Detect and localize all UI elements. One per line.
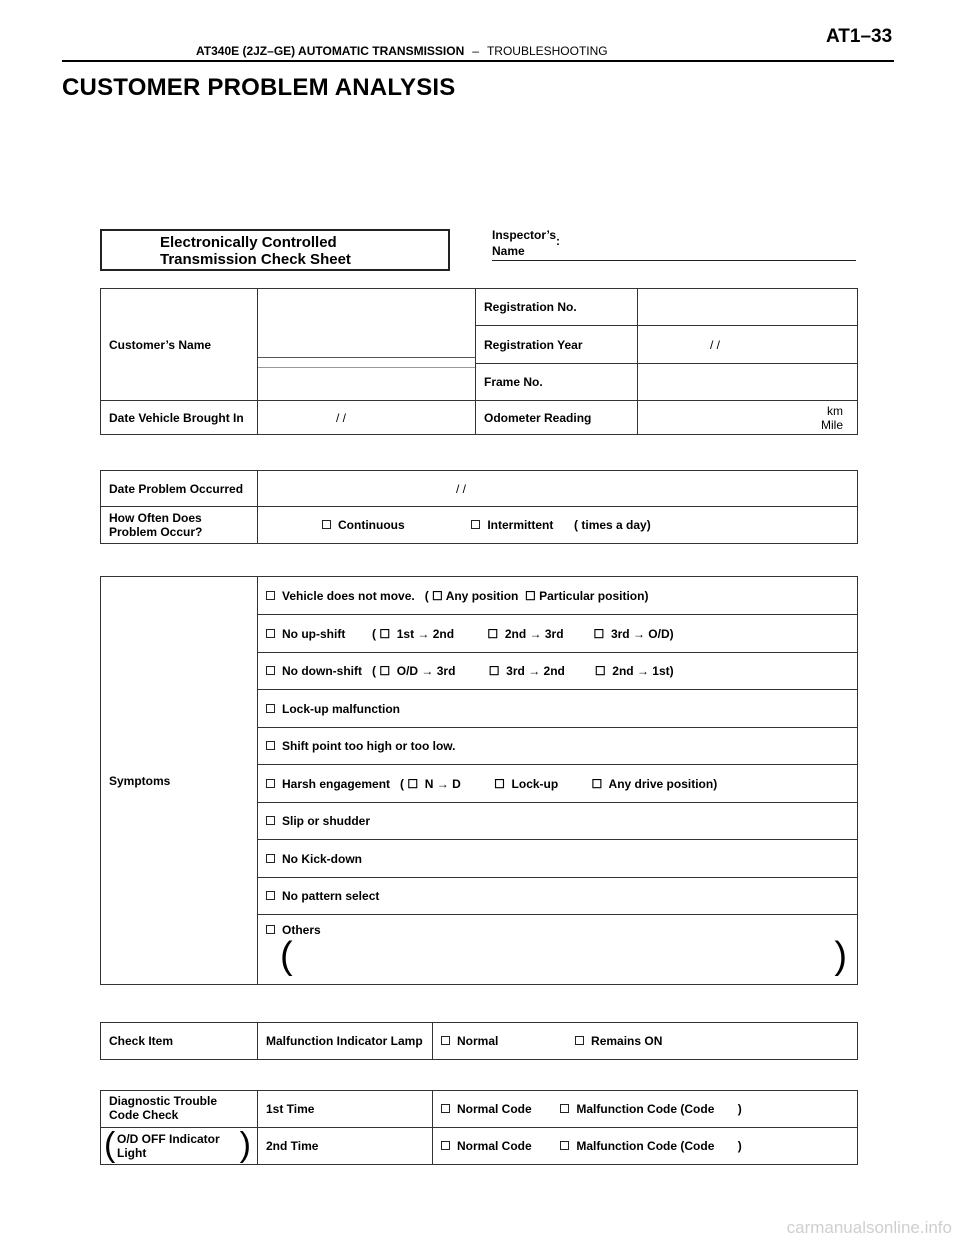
symptom-row[interactable] xyxy=(258,615,858,653)
symptom-text: No pattern select xyxy=(282,889,380,903)
symptom-row[interactable] xyxy=(258,765,858,803)
unit-mile: Mile xyxy=(820,417,843,432)
form-title-line1: Electronically Controlled xyxy=(160,234,337,251)
times-a-day-label: ( times a day) xyxy=(574,518,651,532)
registration-year-label: Registration Year xyxy=(476,326,638,364)
date-problem-occurred-field[interactable]: / / xyxy=(258,471,858,507)
customer-name-field[interactable] xyxy=(258,289,476,401)
date-vehicle-brought-in-label: Date Vehicle Brought In xyxy=(101,401,258,435)
header-subsection: TROUBLESHOOTING xyxy=(486,44,608,58)
symptom-text: Slip or shudder xyxy=(282,814,371,828)
symptom-text: Lock-up malfunction xyxy=(282,701,400,716)
how-often-label: How Often Does Problem Occur? xyxy=(101,507,258,544)
symptom-row[interactable] xyxy=(258,803,858,840)
running-header xyxy=(196,44,608,58)
normal-label: Normal xyxy=(457,1034,499,1048)
second-time-options xyxy=(433,1128,858,1165)
symptom-row[interactable] xyxy=(258,728,858,765)
field-divider xyxy=(258,357,475,358)
registration-no-label: Registration No. xyxy=(476,289,638,326)
normal-code-checkbox[interactable] xyxy=(441,1141,450,1150)
remains-on-checkbox[interactable] xyxy=(575,1036,584,1045)
registration-no-field[interactable] xyxy=(638,289,858,326)
how-often-options xyxy=(258,507,858,544)
symptom-row-others[interactable] xyxy=(258,915,858,985)
symptoms-label: Symptoms xyxy=(101,577,258,985)
check-item-table xyxy=(100,1022,858,1060)
vehicle-info-table xyxy=(100,288,858,435)
inspector-label-line2: Name xyxy=(492,244,525,258)
second-time-label: 2nd Time xyxy=(258,1128,433,1165)
odometer-reading-label: Odometer Reading xyxy=(476,401,638,435)
malfunction-code-label: Malfunction Code (Code ) xyxy=(576,1139,742,1153)
symptom-row[interactable] xyxy=(258,690,858,728)
lamp-options xyxy=(433,1023,858,1060)
normal-code-checkbox[interactable] xyxy=(441,1104,450,1113)
symptom-text: No down-shift ( ☐ O/D → 3rd ☐ 3rd → 2nd ☐ 2nd → 1st) xyxy=(282,664,674,678)
others-description-field[interactable] xyxy=(280,935,847,979)
malfunction-code-checkbox[interactable] xyxy=(560,1141,569,1150)
intermittent-checkbox[interactable] xyxy=(471,520,480,529)
indicator-light-label xyxy=(101,1128,258,1165)
symptom-checkbox[interactable] xyxy=(266,891,275,900)
symptom-checkbox[interactable] xyxy=(266,854,275,863)
header-section: AT340E (2JZ–GE) AUTOMATIC TRANSMISSION xyxy=(196,44,465,58)
remains-on-label: Remains ON xyxy=(591,1034,663,1048)
continuous-label: Continuous xyxy=(338,518,405,532)
symptom-checkbox[interactable] xyxy=(266,666,275,675)
normal-code-label: Normal Code xyxy=(457,1139,532,1153)
symptom-text: Shift point too high or too low. xyxy=(282,739,456,753)
inspector-name-field[interactable] xyxy=(492,260,856,261)
symptom-checkbox[interactable] xyxy=(266,925,275,934)
symptom-checkbox[interactable] xyxy=(266,704,275,713)
odometer-reading-field[interactable] xyxy=(638,401,858,435)
customer-name-label: Customer’s Name xyxy=(101,289,258,401)
header-separator: – xyxy=(472,44,479,58)
right-bracket: ) xyxy=(239,1126,251,1164)
symptom-row[interactable] xyxy=(258,653,858,690)
indicator-light-text: O/D OFF Indicator Light xyxy=(117,1132,220,1160)
symptom-text: Vehicle does not move. ( ☐ Any position ☐ Particular position) xyxy=(282,588,649,603)
check-item-label: Check Item xyxy=(101,1023,258,1060)
symptom-row[interactable] xyxy=(258,878,858,915)
malfunction-code-label: Malfunction Code (Code ) xyxy=(576,1102,742,1116)
symptom-checkbox[interactable] xyxy=(266,816,275,825)
watermark: carmanualsonline.info xyxy=(786,1218,952,1237)
right-bracket: ) xyxy=(834,935,847,977)
dtc-table xyxy=(100,1090,858,1165)
frame-no-label: Frame No. xyxy=(476,364,638,401)
symptom-text: Harsh engagement ( ☐ N → D ☐ Lock-up ☐ Any drive position) xyxy=(282,776,718,791)
unit-km: km xyxy=(827,403,843,418)
symptom-row[interactable] xyxy=(258,577,858,615)
date-problem-occurred-label: Date Problem Occurred xyxy=(101,471,258,507)
first-time-options xyxy=(433,1091,858,1128)
page-number: AT1–33 xyxy=(826,26,893,47)
symptom-checkbox[interactable] xyxy=(266,591,275,600)
form-title-line2: Transmission Check Sheet xyxy=(160,251,351,268)
normal-checkbox[interactable] xyxy=(441,1036,450,1045)
registration-year-field[interactable]: / / xyxy=(638,326,858,364)
first-time-label: 1st Time xyxy=(258,1091,433,1128)
normal-code-label: Normal Code xyxy=(457,1102,532,1116)
symptom-text: Others xyxy=(282,923,321,937)
left-bracket: ( xyxy=(280,935,293,977)
header-rule xyxy=(62,60,894,62)
symptom-text: No Kick-down xyxy=(282,851,362,866)
date-vehicle-brought-in-field[interactable]: / / xyxy=(258,401,476,435)
continuous-checkbox[interactable] xyxy=(322,520,331,529)
malfunction-indicator-lamp-label: Malfunction Indicator Lamp xyxy=(258,1023,433,1060)
symptom-checkbox[interactable] xyxy=(266,629,275,638)
malfunction-code-checkbox[interactable] xyxy=(560,1104,569,1113)
form-title-box xyxy=(100,229,450,271)
inspector-label-line1: Inspector’s: xyxy=(492,228,561,248)
inspector-label xyxy=(492,227,560,259)
symptom-checkbox[interactable] xyxy=(266,741,275,750)
symptoms-table xyxy=(100,576,858,985)
symptom-text: No up-shift ( ☐ 1st → 2nd ☐ 2nd → 3rd ☐ 3rd → O/D) xyxy=(282,626,674,641)
left-bracket: ( xyxy=(104,1126,116,1164)
occurrence-table xyxy=(100,470,858,544)
field-divider xyxy=(258,367,475,368)
dtc-label: Diagnostic Trouble Code Check xyxy=(101,1091,258,1128)
page-title: CUSTOMER PROBLEM ANALYSIS xyxy=(62,74,456,101)
symptom-row[interactable] xyxy=(258,840,858,878)
frame-no-field[interactable] xyxy=(638,364,858,401)
intermittent-label: Intermittent xyxy=(487,518,554,532)
symptom-checkbox[interactable] xyxy=(266,779,275,788)
